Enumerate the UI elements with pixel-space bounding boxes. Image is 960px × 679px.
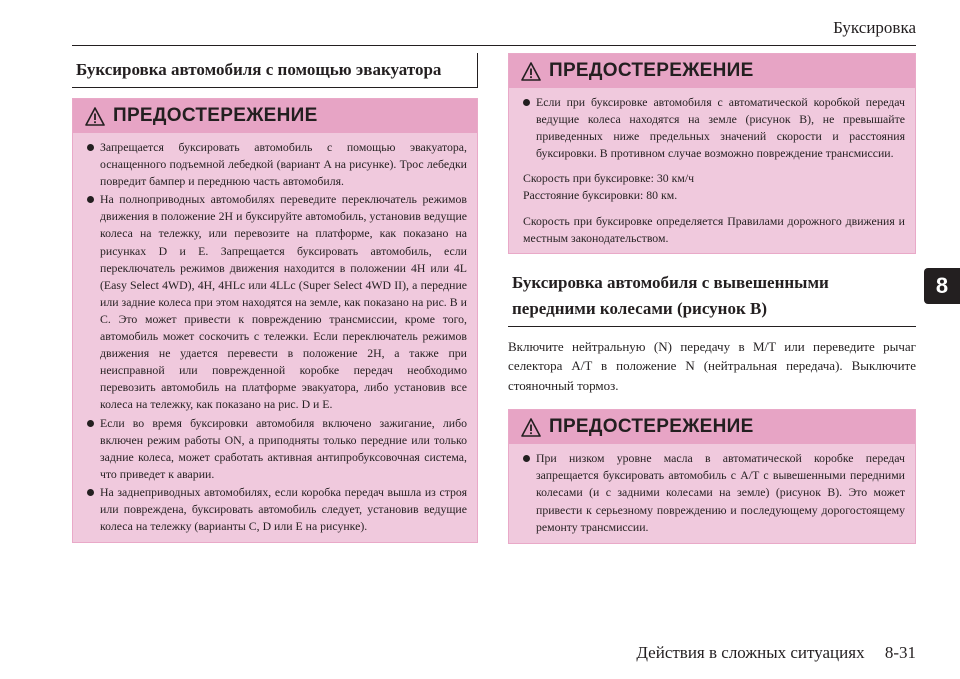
top-rule [72, 45, 916, 46]
warning-header [509, 410, 915, 444]
towing-limits: Скорость при буксировке: 30 км/ч Расстояние буксировки: 80 км. [523, 171, 695, 203]
warning-triangle-icon [85, 107, 105, 126]
warning-box [72, 98, 478, 543]
warning-title: ПРЕДОСТЕРЕЖЕНИЕ [549, 60, 754, 81]
warning-item: Если при буксировке автомобиля с автоматической коробкой передач ведущие колеса находятся на земле (рисунок B), не превышайте приведенных ниже предельных значений скорости и расстояния буксировки. В противном случае возможно повреждение трансмиссии. [523, 94, 905, 162]
left-column [72, 53, 478, 543]
warning-body [509, 444, 915, 542]
warning-item: Если во время буксировки автомобиля включено зажигание, либо включен режим работы ON, а приподняты только передние или только задние колеса, может сработать активная антипробуксовочная система, что приведет к аварии. [87, 415, 467, 483]
section-heading-tow-truck: Буксировка автомобиля с помощью эвакуатора [72, 53, 478, 88]
warning-item: На заднеприводных автомобилях, если коробка передач вышла из строя или повреждена, буксировать автомобиль следует, установив ведущие колеса на тележку (варианты C, D или E на рисунке). [87, 484, 467, 535]
warning-header [509, 54, 915, 88]
running-head: Буксировка [833, 18, 916, 37]
right-column [508, 53, 916, 544]
warning-box-low-oil [508, 409, 916, 543]
body-paragraph: Включите нейтральную (N) передачу в M/T или переведите рычаг селектора A/T в положение N (нейтральная передача). Выключите стояночный тормоз. [508, 338, 916, 393]
footer-chapter-title: Действия в сложных ситуациях [636, 643, 865, 662]
page-number: 8-31 [884, 643, 916, 662]
warning-triangle-icon [521, 62, 541, 81]
section-heading-front-wheels-lifted: Буксировка автомобиля с вывешенными передними колесами (рисунок B) [508, 270, 916, 327]
warning-triangle-icon [521, 418, 541, 437]
warning-box-speed-limits [508, 53, 916, 254]
warning-item: Запрещается буксировать автомобиль с помощью эвакуатора, оснащенного подъемной лебедкой (вариант A на рисунке). Трос лебедки повредит бампер и переднюю часть автомобиля. [87, 139, 467, 190]
section-tab: 8 [924, 268, 960, 304]
warning-body [73, 133, 477, 542]
warning-title: ПРЕДОСТЕРЕЖЕНИЕ [113, 105, 318, 126]
towing-regulations-note: Скорость при буксировке определяется Правилами дорожного движения и местным законодательством. [523, 213, 905, 245]
warning-body [509, 88, 915, 253]
page-footer [636, 643, 916, 663]
warning-item: При низком уровне масла в автоматической коробке передач запрещается буксировать автомобиль с A/T с вывешенными передними колесами (и с задними колесами на земле) (рисунок B). Это может привести к серьезному повреждению и последующему дорогостоящему ремонту трансмиссии. [523, 450, 905, 535]
warning-header [73, 99, 477, 133]
warning-item: На полноприводных автомобилях переведите переключатель режимов движения в положение 2H и буксируйте автомобиль, установив ведущие колеса на тележку, или перевозите на платформе, как показано на рисунках D и E. Запрещается буксировать автомобиль, если переключатель режимов движения находится в положении 4H или 4L (Easy Select 4WD), 4H, 4HLc или 4LLc (Super Select 4WD II), а передние или задние колеса при этом находятся на земле, как показано на рис. B и C. Это может привести к повреждению трансмиссии, кроме того, автомобиль может соскочить с тележки. Если переключатель режимов движения не удается перевести в положение 2H, а также при неисправной или поврежденной коробке передач необходимо перевозить автомобиль на платформе эвакуатора, либо установив все колеса на тележку, как показано на рис. D и E. [87, 191, 467, 413]
warning-title: ПРЕДОСТЕРЕЖЕНИЕ [549, 416, 754, 438]
